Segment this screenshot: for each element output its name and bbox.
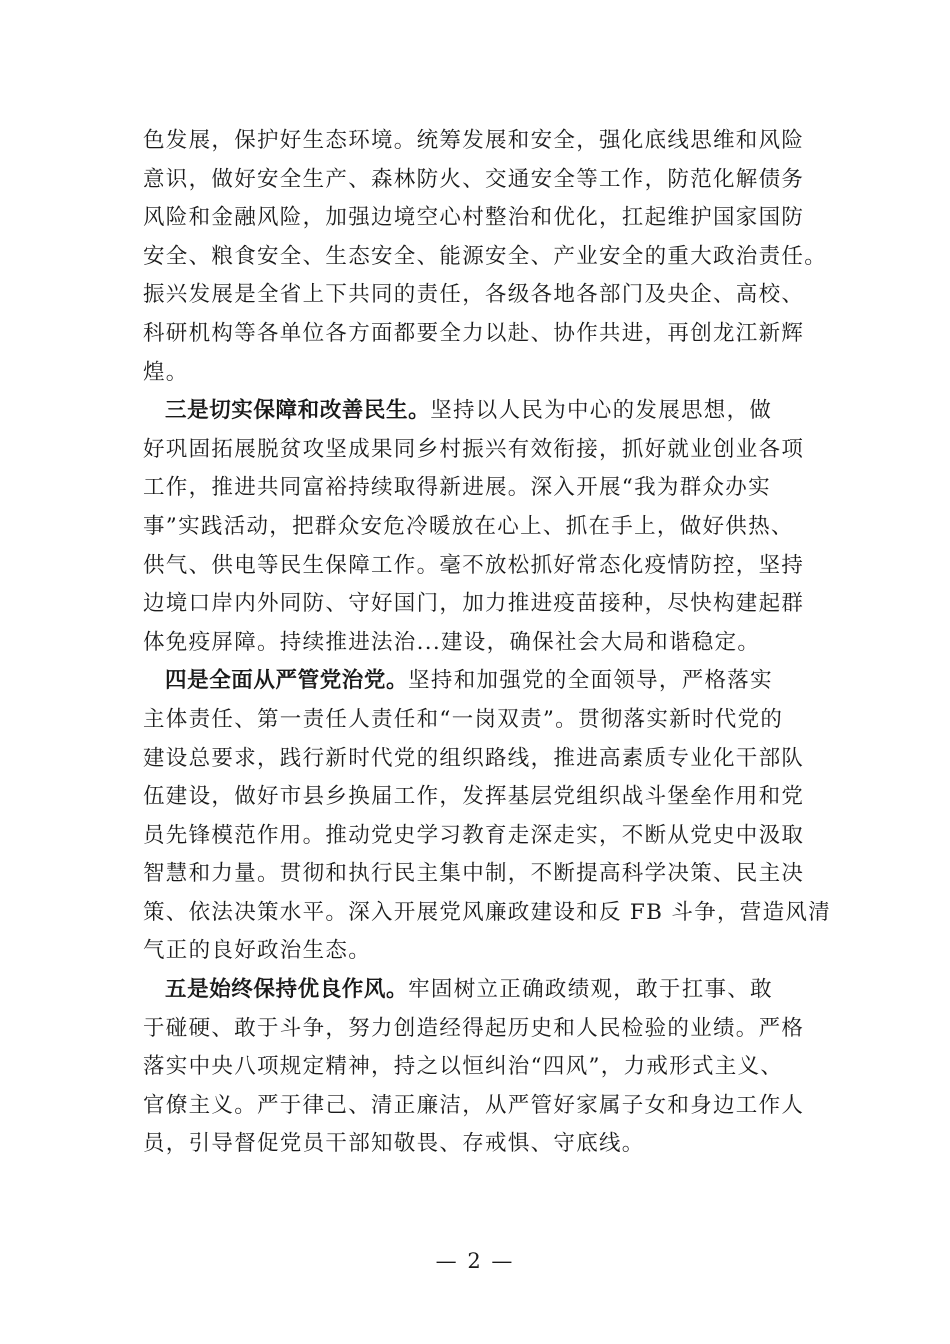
page-number: — 2 — xyxy=(435,1249,515,1273)
text-line: 体免疫屏障。持续推进法治...建设，确保社会大局和谐稳定。 xyxy=(143,629,761,655)
text-line: 气正的良好政治生态。 xyxy=(143,938,372,964)
text-line: 策、依法决策水平。深入开展党风廉政建设和反 FB 斗争，营造风清 xyxy=(143,899,831,925)
text-line: 工作，推进共同富裕持续取得新进展。深入开展“我为群众办实 xyxy=(143,475,771,501)
paragraph-heading: 五是始终保持优良作风。 xyxy=(165,977,409,1003)
text-line: 智慧和力量。贯彻和执行民主集中制，不断提高科学决策、民主决 xyxy=(143,861,805,887)
text-line: 员，引导督促党员干部知敬畏、存戒惧、守底线。 xyxy=(143,1131,645,1157)
text-line-first xyxy=(143,971,815,1010)
paragraph-text: 坚持以人民为中心的发展思想，做 xyxy=(430,398,773,424)
paragraph-text: 坚持和加强党的全面领导，严格落实 xyxy=(408,668,773,694)
text-line: 落实中央八项规定精神，持之以恒纠治“四风”，力戒形式主义、 xyxy=(143,1054,784,1080)
text-line: 主体责任、第一责任人责任和“一岗双责”。贯彻落实新时代党的 xyxy=(143,706,784,732)
text-line: 伍建设，做好市县乡换届工作，发挥基层党组织战斗堡垒作用和党 xyxy=(143,784,805,810)
paragraph-work-style xyxy=(143,971,815,1164)
text-line: 风险和金融风险，加强边境空心村整治和优化，扛起维护国家国防 xyxy=(143,205,805,231)
text-line-first xyxy=(143,392,815,431)
text-line: 好巩固拓展脱贫攻坚成果同乡村振兴有效衔接，抓好就业创业各项 xyxy=(143,436,805,462)
text-line: 事”实践活动，把群众安危冷暖放在心上、抓在手上，做好供热、 xyxy=(143,513,794,539)
text-line: 边境口岸内外同防、守好国门，加力推进疫苗接种，尽快构建起群 xyxy=(143,591,805,617)
text-line: 科研机构等各单位各方面都要全力以赴、协作共进，再创龙江新辉 xyxy=(143,320,805,346)
paragraph-heading: 三是切实保障和改善民生。 xyxy=(165,398,431,424)
document-body xyxy=(143,122,831,1164)
text-line: 建设总要求，践行新时代党的组织路线，推进高素质专业化干部队 xyxy=(143,745,805,771)
paragraph-livelihood xyxy=(143,392,815,662)
paragraph-party-governance xyxy=(143,662,831,971)
text-line: 安全、粮食安全、生态安全、能源安全、产业安全的重大政治责任。 xyxy=(143,243,828,269)
text-line: 供气、供电等民生保障工作。毫不放松抓好常态化疫情防控，坚持 xyxy=(143,552,805,578)
text-line: 意识，做好安全生产、森林防火、交通安全等工作，防范化解债务 xyxy=(143,166,805,192)
text-line: 员先锋模范作用。推动党史学习教育走深走实，不断从党史中汲取 xyxy=(143,822,805,848)
text-line: 振兴发展是全省上下共同的责任，各级各地各部门及央企、高校、 xyxy=(143,282,805,308)
paragraph-text: 牢固树立正确政绩观，敢于扛事、敢 xyxy=(408,977,773,1003)
paragraph-green-development xyxy=(143,122,828,392)
text-line: 煌。 xyxy=(143,359,189,385)
text-line: 官僚主义。严于律己、清正廉洁，从严管好家属子女和身边工作人 xyxy=(143,1092,805,1118)
text-line-first xyxy=(143,662,815,701)
paragraph-heading: 四是全面从严管党治党。 xyxy=(165,668,409,694)
text-line: 色发展，保护好生态环境。统筹发展和安全，强化底线思维和风险 xyxy=(143,128,805,153)
text-line: 于碰硬、敢于斗争，努力创造经得起历史和人民检验的业绩。严格 xyxy=(143,1015,805,1041)
